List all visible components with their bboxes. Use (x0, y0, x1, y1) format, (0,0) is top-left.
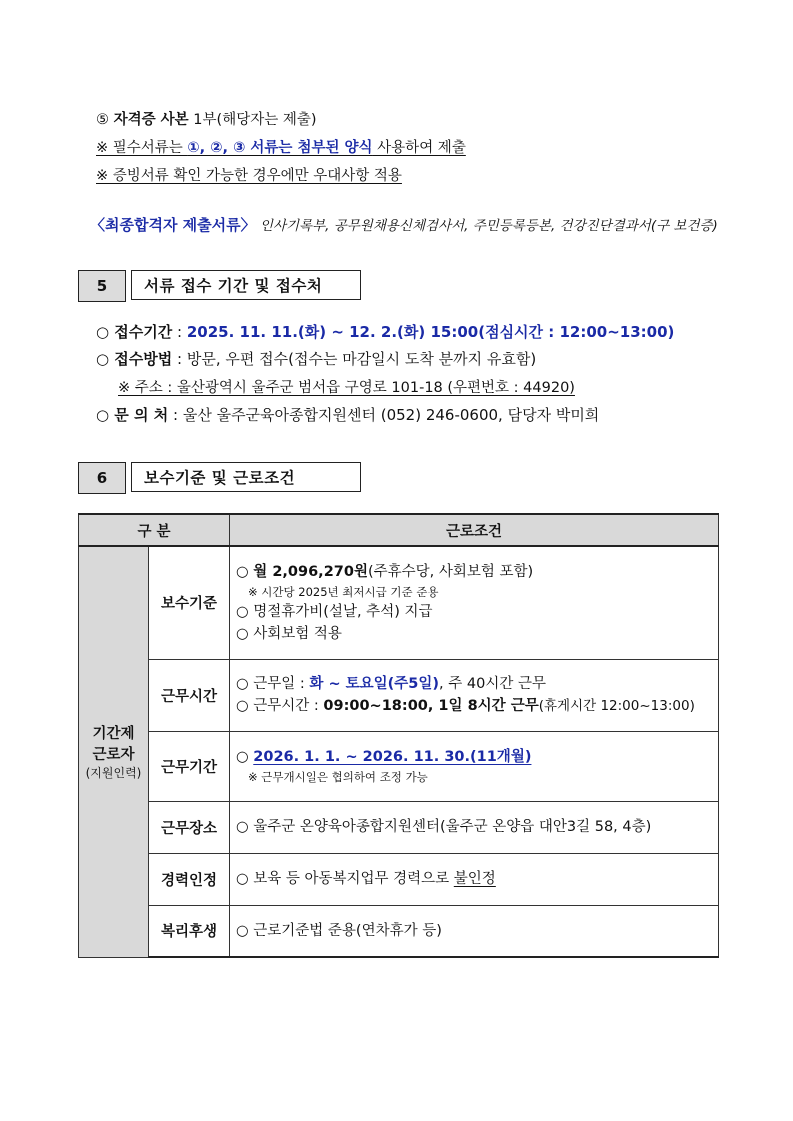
separator: : (172, 323, 187, 341)
table-row (79, 905, 719, 957)
monthly-pay: 월 2,096,270원 (253, 563, 368, 580)
contract-period: 2026. 1. 1. ~ 2026. 11. 30.(11개월) (253, 749, 532, 765)
period-value (230, 731, 719, 801)
receipt-method-label: ○ 접수방법 (96, 350, 173, 368)
welfare-cell (230, 905, 719, 957)
work-conditions-table (78, 513, 719, 958)
table-row (79, 853, 719, 905)
weekly-hours: , 주 40시간 근무 (439, 676, 546, 692)
table-row (79, 659, 719, 731)
doc-item-5 (96, 108, 317, 129)
section-6-title: 보수기준 및 근로조건 (131, 462, 361, 492)
career-text: ○ 보육 등 아동복지업무 경력으로 (236, 871, 454, 887)
table-row (79, 546, 719, 659)
workdays-label: ○ 근무일 : (236, 676, 310, 692)
receipt-method (96, 348, 536, 369)
contact-label: ○ 문 의 처 (96, 406, 169, 424)
career-label: 경력인정 (149, 853, 230, 905)
contact (96, 404, 599, 425)
category-sub: (지원인력) (85, 766, 142, 781)
receipt-period (96, 321, 674, 342)
section-5-number: 5 (78, 270, 126, 302)
category-line: 기간제 (92, 726, 135, 743)
final-docs-label: 〈최종합격자 제출서류〉 (90, 216, 256, 234)
circled-number: ⑤ (96, 112, 114, 128)
table-header-row (79, 514, 719, 546)
section-6-number: 6 (78, 462, 126, 494)
pay-value (230, 546, 719, 659)
career-value (230, 853, 719, 905)
evidence-note: ※ 증빙서류 확인 가능한 경우에만 우대사항 적용 (96, 168, 402, 184)
bullet: ○ (236, 563, 254, 580)
contact-value: : 울산 울주군육아종합지원센터 (052) 246-0600, 담당자 박미희 (168, 406, 600, 424)
category-line: 근로자 (92, 747, 135, 764)
welfare-value: ○ 근로기준법 준용(연차휴가 등) (236, 922, 442, 939)
pay-note: ※ 시간당 2025년 최저시급 기준 준용 (248, 584, 439, 599)
header-category: 구 분 (79, 514, 230, 546)
hours-label: 근무시간 (149, 659, 230, 731)
work-hours-label: ○ 근무시간 : (236, 698, 324, 714)
break-time: (휴게시간 12:00~13:00) (538, 698, 695, 714)
hours-value (230, 659, 719, 731)
receipt-period-value: 2025. 11. 11.(화) ~ 12. 2.(화) 15:00(점심시간 : 12:00~13:00) (186, 323, 675, 341)
final-docs-list: 인사기록부, 공무원채용신체검사서, 주민등록등본, 건강진단결과서(구 보건증) (255, 218, 718, 234)
receipt-address: ※ 주소 : 울산광역시 울주군 범서읍 구영로 101-18 (우편번호 : 44920) (118, 380, 575, 396)
table-row (79, 801, 719, 853)
period-label: 근무기간 (149, 731, 230, 801)
worker-category (79, 546, 149, 957)
section-5-title: 서류 접수 기간 및 접수처 (131, 270, 361, 300)
header-conditions: 근로조건 (230, 514, 719, 546)
doc-item-5-name: 자격증 사본 (113, 112, 189, 128)
final-docs (90, 214, 718, 235)
doc-item-5-detail: 1부(해당자는 제출) (188, 112, 317, 128)
work-hours-value: 09:00~18:00, 1일 8시간 근무 (323, 698, 539, 714)
place-label: 근무장소 (149, 801, 230, 853)
holiday-bonus: ○ 명절휴가비(설날, 추석) 지급 (236, 603, 433, 620)
bullet: ○ (236, 749, 254, 765)
period-note: ※ 근무개시일은 협의하여 조정 가능 (248, 770, 428, 784)
receipt-method-value: : 방문, 우편 접수(접수는 마감일시 도착 분까지 유효함) (172, 350, 537, 368)
receipt-period-label: ○ 접수기간 (96, 323, 173, 341)
table-row (79, 731, 719, 801)
workdays-value: 화 ~ 토요일(주5일) (309, 676, 440, 692)
pay-detail: (주휴수당, 사회보험 포함) (367, 563, 534, 580)
career-status: 불인정 (453, 871, 496, 887)
note-prefix: ※ 필수서류는 (96, 140, 188, 156)
note-rest: 사용하여 제출 (372, 140, 466, 156)
welfare-label: 복리후생 (149, 905, 230, 957)
pay-label: 보수기준 (149, 546, 230, 659)
place-cell (230, 801, 719, 853)
social-insurance: ○ 사회보험 적용 (236, 625, 342, 642)
place-value: ○ 울주군 온양육아종합지원센터(울주군 온양읍 대안3길 58, 4층) (236, 819, 652, 835)
required-docs-note (96, 136, 466, 157)
note-highlight: ①, ②, ③ 서류는 첨부된 양식 (187, 140, 373, 156)
